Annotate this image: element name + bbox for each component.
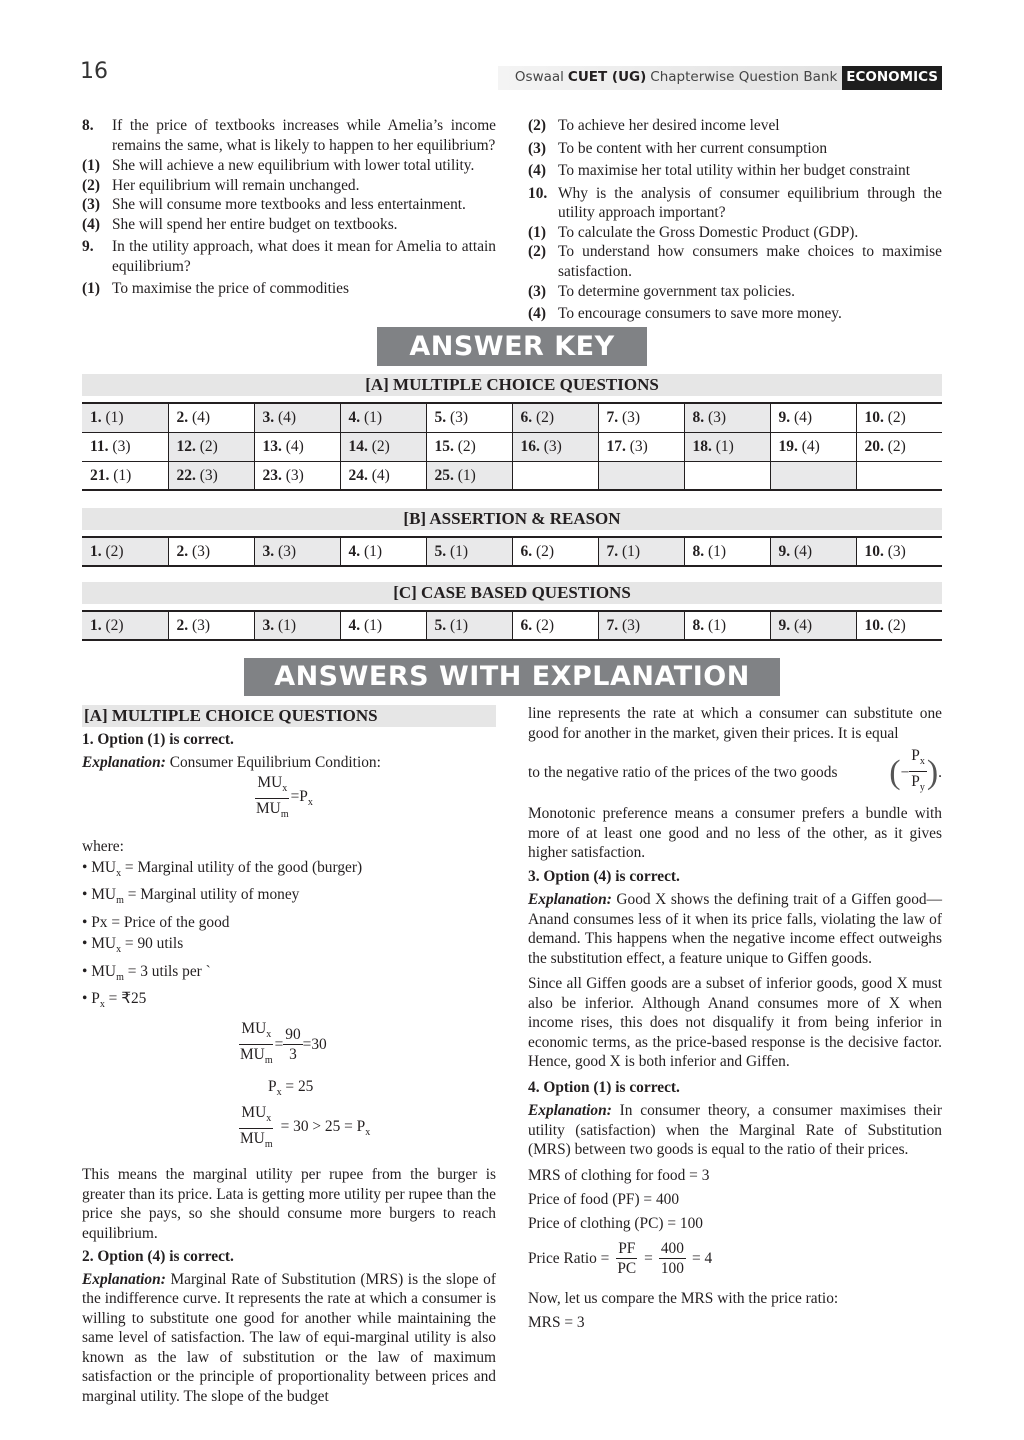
- answer-4-values: MRS of clothing for food = 3 Price of food (PF) = 400 Price of clothing (PC) = 100: [528, 1166, 710, 1232]
- question-8: 8. If the price of textbooks increases while Amelia’s income remains the same, what is likely to happen to her equilibrium?: [82, 117, 496, 154]
- answer-1-explanation: Explanation: Consumer Equilibrium Condition:: [82, 753, 381, 771]
- q8-option-3: (3) She will consume more textbooks and less entertainment.: [82, 196, 466, 213]
- q10-option-3: (3) To determine government tax policies.: [528, 283, 795, 300]
- calc-formula-2: $\frac{MU_x}{MU_m}$ = $30 > 25 = P_x$: [240, 1104, 371, 1150]
- price-value: $P_x = 25$: [268, 1077, 314, 1098]
- table-row: 11. (3) 12. (2) 13. (4) 14. (2) 15. (2) 16. (3) 17. (3) 18. (1) 19. (4) 20. (2): [82, 432, 942, 461]
- table-row: 1. (2) 2. (3) 3. (3) 4. (1) 5. (1) 6. (2) 7. (1) 8. (1) 9. (4) 10. (3): [82, 537, 942, 566]
- questions-right-column: [528, 116, 942, 323]
- answer-2-explanation: Explanation: Marginal Rate of Substitution (MRS) is the slope of the indifference curve. It represents the rate at which a consumer is willing to substitute one good for another while maintaining the same level of satisfaction. The law of equi-marginal utility is also known as the law of substitution or the law of maximum satisfaction or the principle of proportionality between prices and marginal utility. The slope of the budget: [82, 1270, 496, 1405]
- page-number: 16: [80, 59, 108, 84]
- negative-price-ratio-formula: ( − $\frac{P_x}{P_y}$ ) .: [889, 747, 942, 793]
- answer-4-heading: 4. Option (1) is correct.: [528, 1078, 680, 1096]
- list-item: • Px = Price of the good: [82, 913, 230, 931]
- variable-list: [82, 857, 496, 1016]
- explanations-left-column: [82, 705, 496, 1410]
- case-section-title: [C] CASE BASED QUESTIONS: [82, 582, 942, 604]
- explanations-section-a-title: [A] MULTIPLE CHOICE QUESTIONS: [82, 705, 496, 727]
- mcq-answer-table: [82, 402, 942, 491]
- q9-option-4: (4) To maximise her total utility within her budget constraint: [528, 162, 910, 179]
- q9-option-1: (1) To maximise the price of commodities: [82, 280, 349, 297]
- answer-1-conclusion: This means the marginal utility per rupee from the burger is greater than its price. Lata is getting more utility per rupee than the price she pays, so she should consume more burgers to reach equilibrium.: [82, 1166, 496, 1242]
- mrs-value: MRS = 3: [528, 1314, 585, 1331]
- ar-answer-table: [82, 536, 942, 567]
- answer-2-continued: line represents the rate at which a consumer can substitute one good for another in the market, given their prices. It is equal: [528, 705, 942, 742]
- q10-option-4: (4) To encourage consumers to save more money.: [528, 304, 842, 322]
- table-row: 1. (2) 2. (3) 3. (1) 4. (1) 5. (1) 6. (2) 7. (3) 8. (1) 9. (4) 10. (2): [82, 611, 942, 640]
- explanations-banner: ANSWERS WITH EXPLANATION: [244, 658, 780, 696]
- list-item: • $MU_m$ = Marginal utility of money: [82, 886, 300, 906]
- price-ratio-formula: Price Ratio = $\frac{PF}{PC}$ = $\frac{400}{100}$ = 4: [528, 1239, 713, 1277]
- questions-left-column: [82, 116, 496, 299]
- q8-option-2: (2) Her equilibrium will remain unchanged.: [82, 176, 360, 194]
- list-item: • $MU_x$ = Marginal utility of the good (burger): [82, 858, 363, 879]
- ar-section-title: [B] ASSERTION & REASON: [82, 508, 942, 530]
- answer-1-heading: 1. Option (1) is correct.: [82, 731, 234, 748]
- q8-option-1: (1) She will achieve a new equilibrium with lower total utility.: [82, 157, 475, 174]
- brand-prefix: Oswaal: [514, 69, 564, 86]
- question-10: 10. Why is the analysis of consumer equilibrium through the utility approach important?: [528, 184, 942, 221]
- compare-sentence: Now, let us compare the MRS with the price ratio:: [528, 1289, 839, 1307]
- answer-3-heading: 3. Option (4) is correct.: [528, 867, 680, 885]
- brand-suffix: Chapterwise Question Bank: [650, 69, 838, 86]
- q8-option-4: (4) She will spend her entire budget on textbooks.: [82, 215, 398, 233]
- list-item: • $P_x$ = ₹25: [82, 990, 147, 1010]
- answer-2-heading: 2. Option (4) is correct.: [82, 1248, 234, 1265]
- q10-option-2: (2) To understand how consumers make choices to maximise satisfaction.: [528, 243, 942, 280]
- subject-label: ECONOMICS: [842, 66, 942, 90]
- calc-formula-1: $\frac{MU_x}{MU_m}$ = $\frac{90}{3}$ =30: [240, 1019, 327, 1066]
- question-9: 9. In the utility approach, what does it mean for Amelia to attain equilibrium?: [82, 238, 496, 275]
- answer-key-banner: ANSWER KEY: [377, 327, 647, 366]
- brand-bold: CUET (UG): [567, 69, 647, 86]
- q9-option-2: (2) To achieve her desired income level: [528, 117, 780, 134]
- table-row: 21. (1) 22. (3) 23. (3) 24. (4) 25. (1): [82, 461, 942, 490]
- price-ratio-sentence: to the negative ratio of the prices of the two goods ( − $\frac{P_x}{P_y}$ ) .: [528, 747, 942, 798]
- case-answer-table: [82, 610, 942, 641]
- explanations-right-column: [528, 704, 942, 1333]
- equilibrium-formula: $\frac{MU_x}{MU_m}$ $=P_x$: [256, 774, 313, 820]
- answer-3-paragraph-2: Since all Giffen goods are a subset of inferior goods, good X must also be inferior. Although Anand consumes more of X when income rises, this does not disqualify it from being inferior in economic terms, as the price-based response is the decisive factor. Hence, good X is both inferior and Giffen.: [528, 975, 942, 1070]
- answer-3-explanation: Explanation: Good X shows the defining trait of a Giffen good—Anand consumes less of it when its price falls, violating the law of demand. This happens when the negative income effect outweighs the substitution effect, a feature unique to Giffen goods.: [528, 891, 942, 967]
- list-item: • $MU_m = 3$ utils per `: [82, 962, 211, 983]
- table-row: 1. (1) 2. (4) 3. (4) 4. (1) 5. (3) 6. (2) 7. (3) 8. (3) 9. (4) 10. (2): [82, 403, 942, 432]
- mcq-section-title: [A] MULTIPLE CHOICE QUESTIONS: [82, 374, 942, 396]
- where-label: where:: [82, 838, 124, 855]
- running-header: [498, 66, 942, 90]
- q9-option-3: (3) To be content with her current consumption: [528, 139, 828, 157]
- answer-4-explanation: Explanation: In consumer theory, a consumer maximises their utility (satisfaction) when the Marginal Rate of Substitution (MRS) between two goods is equal to the ratio of their prices.: [528, 1102, 942, 1158]
- q10-option-1: (1) To calculate the Gross Domestic Product (GDP).: [528, 223, 859, 241]
- list-item: • $MU_x = 90$ utils: [82, 935, 184, 955]
- monotonic-paragraph: Monotonic preference means a consumer prefers a bundle with more of at least one good and no less of the other, as it gives higher satisfaction.: [528, 805, 942, 861]
